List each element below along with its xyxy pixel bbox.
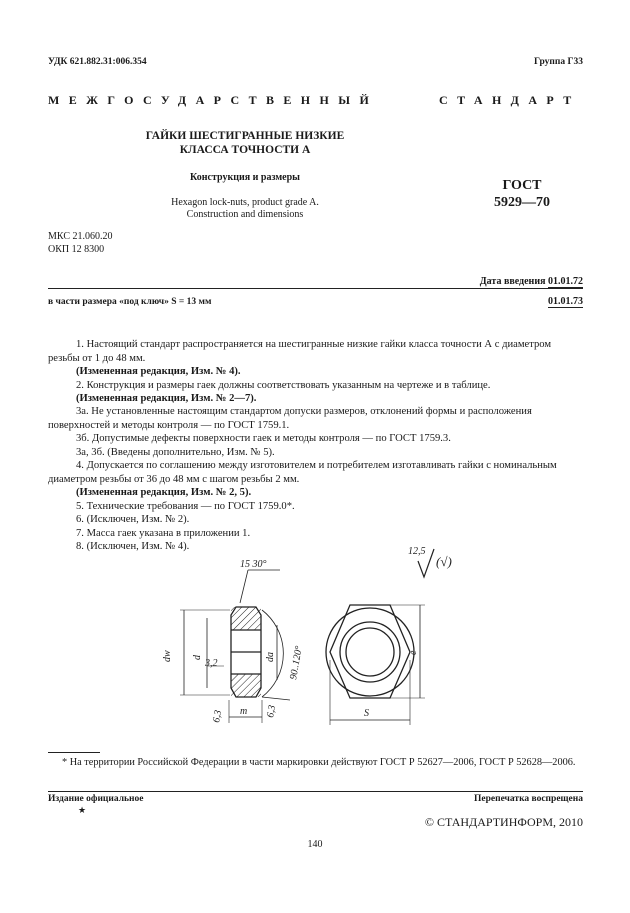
nut-drawing	[0, 535, 630, 735]
dim-d-label: d	[192, 655, 203, 660]
page-number: 140	[307, 839, 323, 850]
dim-63-left-label: 6,3	[211, 709, 225, 724]
para-2-amend: (Измененная редакция, Изм. № 2—7).	[76, 393, 257, 404]
dim-dw-label: dw	[162, 650, 173, 662]
para-3b: 3б. Допустимые дефекты поверхности гаек и методы контроля — по ГОСТ 1759.3.	[76, 433, 451, 444]
interstate-label-left: МЕЖГОСУДАРСТВЕННЫЙ	[48, 93, 379, 107]
title-en-line1: Hexagon lock-nuts, product grade A.	[171, 197, 319, 208]
header-divider	[48, 288, 583, 289]
group-code: Группа Г33	[534, 57, 583, 67]
footnote: * На территории Российской Федерации в части маркировки действуют ГОСТ Р 52627—2006, ГОСТ Р 52628—2006.	[62, 757, 576, 768]
dim-s-label: S	[364, 708, 369, 719]
footnote-rule	[48, 752, 100, 753]
official-edition: Издание официальное	[48, 794, 144, 804]
intro-date-label: Дата введения	[479, 276, 546, 287]
title-ru-line1: ГАЙКИ ШЕСТИГРАННЫЕ НИЗКИЕ	[145, 130, 345, 142]
intro-date-value: 01.01.72	[548, 276, 583, 287]
para-4: 4. Допускается по соглашению между изготовителем и потребителем изготавливать гайки с номинальным диаметром резьбы от 36 до 48 мм с шагом резьбы 2 мм.	[48, 460, 557, 485]
gost-label: ГОСТ	[502, 178, 542, 193]
mks-code: МКС 21.060.20	[48, 231, 113, 242]
para-2: 2. Конструкция и размеры гаек должны соответствовать указанным на чертеже и в таблице.	[76, 380, 491, 391]
angle-range-label: 90..120°	[288, 645, 305, 681]
dim-e-label: e	[408, 650, 419, 655]
dim-32-label: 3,2	[205, 658, 218, 669]
para-6: 6. (Исключен, Изм. № 2).	[76, 514, 190, 525]
para-5: 5. Технические требования — по ГОСТ 1759.0*.	[76, 501, 295, 512]
dim-m-label: m	[240, 706, 248, 717]
udk-code: УДК 621.882.31:006.354	[48, 57, 147, 67]
chamfer-angle-label: 15 30°	[240, 559, 267, 570]
nut-front-view	[326, 605, 414, 698]
copyright: © СТАНДАРТИНФОРМ, 2010	[424, 815, 583, 829]
footer-divider	[48, 791, 583, 792]
partial-date-label: в части размера «под ключ» S = 13 мм	[48, 297, 212, 307]
para-7: 7. Масса гаек указана в приложении 1.	[76, 528, 251, 539]
para-4-amend: (Измененная редакция, Изм. № 2, 5).	[76, 487, 252, 498]
title-ru-subtitle: Конструкция и размеры	[190, 172, 300, 183]
roughness-paren: (√)	[436, 554, 452, 569]
title-ru-line2: КЛАССА ТОЧНОСТИ А	[179, 144, 311, 156]
interstate-label-right: СТАНДАРТ	[439, 93, 581, 107]
roughness-value: 12,5	[408, 546, 426, 557]
gost-number: 5929—70	[494, 195, 550, 210]
para-1: 1. Настоящий стандарт распространяется на шестигранные низкие гайки класса точности А с диаметром резьбы от 1 до 48 мм.	[48, 339, 552, 364]
intro-date-row	[480, 276, 583, 287]
reprint-notice: Перепечатка воспрещена	[473, 794, 583, 804]
para-3a: 3а. Не установленные настоящим стандартом допуски размеров, отклонений формы и расположения поверхностей и методы контроля — по ГОСТ 1759.1.	[48, 406, 532, 431]
dim-63-right-label: 6,3	[265, 704, 279, 719]
dim-da-label: da	[265, 652, 276, 662]
nut-side-view	[231, 607, 261, 697]
title-en-line2: Construction and dimensions	[186, 209, 304, 220]
star-mark: ★	[78, 805, 87, 815]
okp-code: ОКП 12 8300	[48, 244, 105, 255]
para-3ab-note: 3а, 3б. (Введены дополнительно, Изм. № 5).	[76, 447, 275, 458]
para-1-amend: (Измененная редакция, Изм. № 4).	[76, 366, 241, 377]
para-8: 8. (Исключен, Изм. № 4).	[76, 541, 190, 552]
partial-date-value: 01.01.73	[548, 296, 583, 307]
